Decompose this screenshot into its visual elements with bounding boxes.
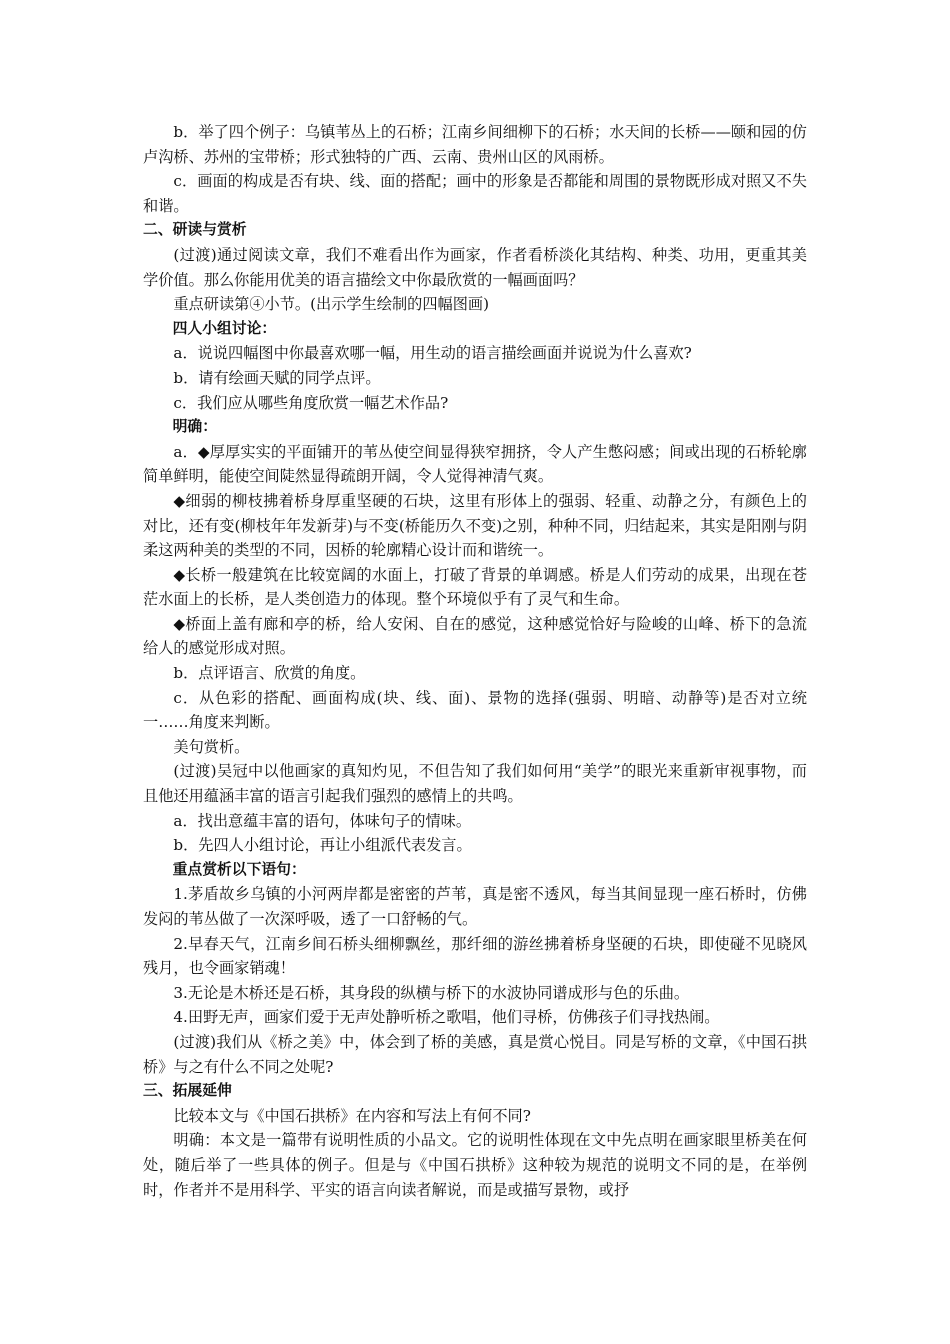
bold-subheading: 重点赏析以下语句： (172, 860, 306, 878)
section-heading: 二、研读与赏析 (143, 221, 247, 239)
paragraph: 重点研读第④小节。(出示学生绘制的四幅图画) (173, 295, 489, 314)
paragraph: 3.无论是木桥还是石桥，其身段的纵横与桥下的水波协同谱成形与色的乐曲。 (173, 983, 690, 1002)
paragraph: (过渡)吴冠中以他画家的真知灼见，不但告知了我们如何用“美学”的眼光来重新审视事物，而且他还用蕴涵丰富的语言引起我们强烈的感情上的共鸣。 (143, 762, 807, 806)
paragraph: a．◆厚厚实实的平面铺开的苇丛使空间显得狭窄拥挤，令人产生憋闷感；间或出现的石桥轮廓简单鲜明，能使空间陡然显得疏朗开阔，令人觉得神清气爽。 (143, 442, 807, 486)
paragraph: 美句赏析。 (173, 737, 250, 756)
paragraph: ◆细弱的柳枝拂着桥身厚重坚硬的石块，这里有形体上的强弱、轻重、动静之分，有颜色上的对比，还有变(柳枝年年发新芽)与不变(桥能历久不变)之别，种种不同，归结起来，其实是阳刚与阴柔这两种美的类型的不同，因桥的轮廓精心设计而和谐统一。 (143, 491, 807, 560)
paragraph: 4.田野无声，画家们爱于无声处静听桥之歌唱，他们寻桥，仿佛孩子们寻找热闹。 (173, 1008, 720, 1027)
paragraph: 1.茅盾故乡乌镇的小河两岸都是密密的芦苇，真是密不透风，每当其间显现一座石桥时，仿佛发闷的苇丛做了一次深呼吸，透了一口舒畅的气。 (143, 885, 807, 928)
paragraph: b．举了四个例子：乌镇苇丛上的石桥；江南乡间细柳下的石桥；水天间的长桥——颐和园的仿卢沟桥、苏州的宝带桥；形式独特的广西、云南、贵州山区的风雨桥。 (143, 123, 807, 166)
paragraph: ◆长桥一般建筑在比较宽阔的水面上，打破了背景的单调感。桥是人们劳动的成果，出现在苍茫水面上的长桥，是人类创造力的体现。整个环境似乎有了灵气和生命。 (143, 565, 807, 609)
paragraph: ◆桥面上盖有廊和亭的桥，给人安闲、自在的感觉，这种感觉恰好与险峻的山峰、桥下的急流给人的感觉形成对照。 (143, 614, 807, 658)
bold-subheading: 明确： (172, 418, 217, 436)
paragraph: b．请有绘画天赋的同学点评。 (173, 368, 381, 387)
paragraph: b．先四人小组讨论，再让小组派代表发言。 (173, 836, 472, 855)
document-page (143, 120, 807, 1202)
paragraph: c．从色彩的搭配、画面构成(块、线、面)、景物的选择(强弱、明暗、动静等)是否对立统一……角度来判断。 (143, 688, 807, 732)
bold-subheading: 四人小组讨论： (172, 319, 277, 337)
paragraph: a．说说四幅图中你最喜欢哪一幅，用生动的语言描绘画面并说说为什么喜欢? (173, 344, 692, 363)
section-heading: 三、拓展延伸 (143, 1082, 232, 1100)
paragraph: (过渡)通过阅读文章，我们不难看出作为画家，作者看桥淡化其结构、种类、功用，更重其美学价值。那么你能用优美的语言描绘文中你最欣赏的一幅画面吗？ (143, 245, 807, 289)
paragraph: a．找出意蕴丰富的语句，体味句子的情味。 (173, 811, 472, 830)
paragraph: c．画面的构成是否有块、线、面的搭配；画中的形象是否都能和周围的景物既形成对照又不失和谐。 (143, 172, 807, 215)
paragraph: 明确：本文是一篇带有说明性质的小品文。它的说明性体现在文中先点明在画家眼里桥美在何处，随后举了一些具体的例子。但是与《中国石拱桥》这种较为规范的说明文不同的是，在举例时，作者并不是用科学、平实的语言向读者解说，而是或描写景物，或抒 (143, 1131, 807, 1199)
paragraph: (过渡)我们从《桥之美》中，体会到了桥的美感，真是赏心悦目。同是写桥的文章，《中国石拱桥》与之有什么不同之处呢? (143, 1032, 807, 1076)
paragraph: b．点评语言、欣赏的角度。 (173, 664, 366, 683)
paragraph: c．我们应从哪些角度欣赏一幅艺术作品? (173, 393, 449, 412)
paragraph: 2.早春天气，江南乡间石桥头细柳飘丝，那纤细的游丝拂着桥身坚硬的石块，即使碰不见晓风残月，也令画家销魂！ (143, 934, 807, 978)
paragraph: 比较本文与《中国石拱桥》在内容和写法上有何不同? (173, 1106, 531, 1125)
